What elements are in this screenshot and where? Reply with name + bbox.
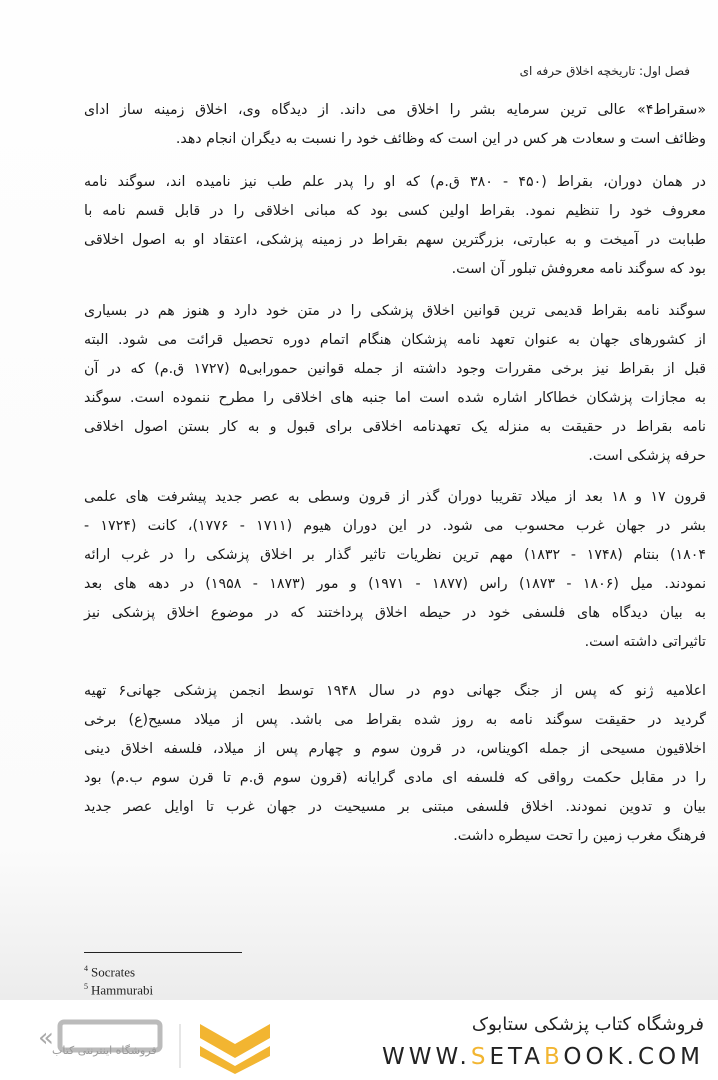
url-part: S [470,1044,490,1070]
text-line: معروف خود را تنظیم نمود. بقراط اولین کسی بود که مبانی اخلاقی را در قابل قسم نامه با [84,203,706,219]
footnote-number: 5 [84,982,88,991]
text-line: بود که سوگند نامه معروفش تبلور آن است. [451,261,706,277]
footnote-text: Hammurabi [91,982,154,998]
url-part: B [544,1044,564,1070]
text-line: ۱۸۰۴) بنتام (۱۷۴۸ - ۱۸۳۲) مهم ترین نظریات تاثیر گذار بر اخلاق پزشکی را در غرب ارائه [84,547,706,563]
text-line: گردید در حقیقت سوگند نامه به روز شده بقراط می باشد. پس از میلاد مسیح(ع) برخی [84,712,706,728]
store-name: فروشگاه کتاب پزشکی ستابوک [471,1014,704,1035]
paragraph-1 [84,96,706,154]
footnote-4 [84,964,135,980]
text-line: در همان دوران، بقراط (۴۵۰ - ۳۸۰ ق.م) که او را پدر علم طب نیز نامیده اند، سوگند نامه [84,174,706,190]
footnote-text: Socrates [91,964,136,980]
watermark-footer [0,1000,718,1080]
url-part: OOK.COM [563,1044,704,1070]
text-line: به بیان دیدگاه های فلسفی خود در حیطه اخلاق پرداختند که در موضوع اخلاق پزشکی نیز [84,605,706,621]
text-line: قرون ۱۷ و ۱۸ بعد از میلاد تقریبا دوران گذر از قرون وسطی به عصر جدید پیشرفت های علمی [84,489,707,505]
text-line: سوگند نامه بقراط قدیمی ترین قوانین اخلاق پزشکی را در متن خود دارد و هنوز هم در بسیاری [84,303,706,319]
text-line: اعلامیه ژنو که پس از جنگ جهانی دوم در سال ۱۹۴۸ توسط انجمن پزشکی جهانی۶ تهیه [84,683,706,699]
url-part: ETA [489,1044,545,1070]
text-line: بیان و تدوین نمودند. اخلاق فلسفی مبتنی بر مسیحیت در جهان غرب تا اوایل عصر جدید [84,799,706,815]
footnote-5 [84,982,153,998]
text-line: به مجازات پزشکان خطاکار اشاره شده است اما جنبه های اخلاقی را مطرح ننموده است. سوگند [84,390,706,406]
url-part: WWW. [381,1044,471,1070]
text-line: را در مقابل حکمت رواقی که فلسفه ای مادی گرایانه (قرون سوم ق.م تا قرن سوم ب.م) بود [84,770,706,786]
text-line: فرهنگ مغرب زمین را تحت سیطره داشت. [453,828,706,844]
footnote-number: 4 [84,964,88,973]
text-line: طبابت در آمیخت و به عبارتی، بزرگترین سهم بقراط در زمینه پزشکی، اعتقاد او به اصول اخلاقی [84,232,706,248]
paragraph-2 [84,168,706,284]
paragraph-5 [84,677,706,851]
chapter-header: فصل اول: تاریخچه اخلاق حرفه ای [519,64,690,78]
text-line: «سقراط۴» عالی ترین سرمایه بشر را اخلاق می داند. از دیدگاه وی، اخلاق زمینه ساز ادای [84,102,706,118]
footnote-divider [84,952,242,953]
text-line: تاثیراتی داشته است. [584,634,706,650]
store-url[interactable] [382,1044,704,1070]
logo-subtitle: فروشگاه اینترنتی کتاب [52,1044,157,1057]
text-line: قبل از بقراط نیز برخی مقررات وجود داشته از جمله قوانین حمورابی۵ (۱۷۲۷ ق.م) که در آن [84,361,707,377]
text-line: نامه بقراط در حقیقت به منزله یک تعهدنامه اخلاقی برای قبول و به کار بستن اصول اخلاقی [84,419,706,435]
paragraph-3 [84,297,706,471]
text-line: اخلاقیون مسیحی از جمله اکویناس، در قرون سوم و چهارم پس از میلاد، فلسفه اخلاق دینی [84,741,706,757]
svg-text:«: « [38,1023,54,1053]
text-line: وظائف است و سعادت هر کس در این است که وظائف خود را نسبت به دیگران انجام دهد. [175,131,706,147]
text-line: بشر در جهان غرب محسوب می شود. در این دوران هیوم (۱۷۱۱ - ۱۷۷۶)، کانت (۱۷۲۴ - [84,518,706,534]
paragraph-4 [84,483,706,657]
text-line: از کشورهای جهان به عنوان تعهد نامه پزشکان هنگام اتمام دوره تحصیل قرائت می شود. البته [84,332,706,348]
text-line: حرفه پزشکی است. [588,448,706,464]
text-line: نمودند. میل (۱۸۰۶ - ۱۸۷۳) راس (۱۸۷۷ - ۱۹۷۱) و مور (۱۸۷۳ - ۱۹۵۸) در دهه های بعد [84,576,707,592]
